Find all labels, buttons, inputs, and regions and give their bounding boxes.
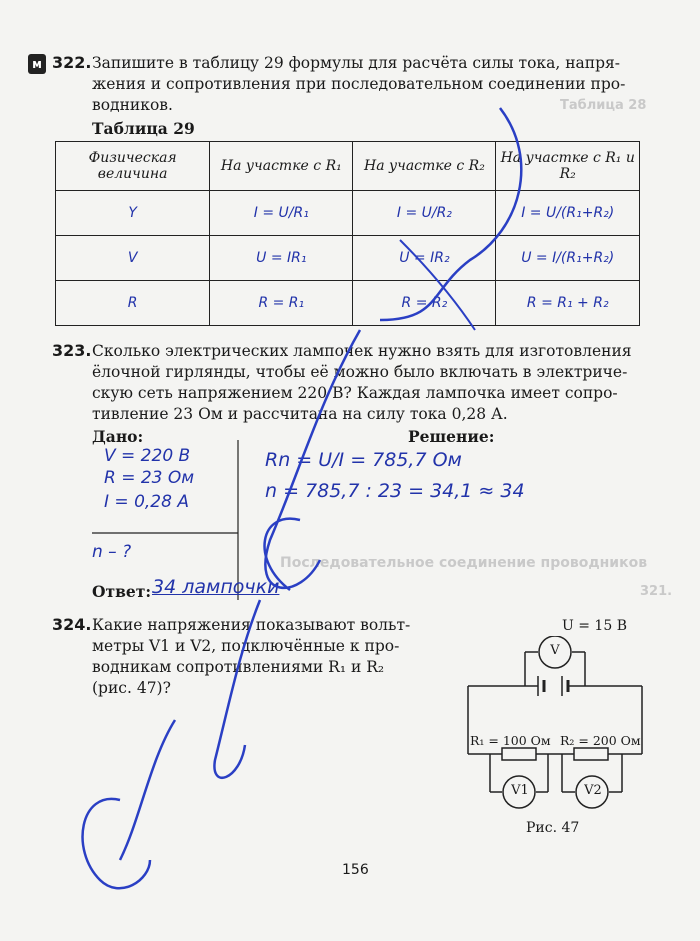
table-cell: U = IR₂: [353, 236, 496, 281]
solution-line-2: n = 785,7 : 23 = 34,1 ≈ 34: [265, 480, 525, 502]
table-cell: V: [56, 236, 210, 281]
task-324-line-2: метры V1 и V2, подключённые к про-: [92, 637, 400, 655]
task-324-line-4: (рис. 47)?: [92, 679, 171, 697]
given-current: I = 0,28 A: [104, 492, 189, 512]
solution-label: Решение:: [408, 427, 495, 446]
task-324-line-3: водникам сопротивлениями R₁ и R₂: [92, 658, 385, 676]
header-r2: На участке с R₂: [353, 142, 496, 191]
header-quantity: Физическая величина: [56, 142, 210, 191]
table-cell: R = R₁: [210, 281, 353, 326]
task-322-line-1: Запишите в таблицу 29 формулы для расчёта силы тока, напря-: [92, 54, 621, 72]
table-cell: R = R₂: [353, 281, 496, 326]
table-cell: R: [56, 281, 210, 326]
bleed-task: 321.: [640, 584, 673, 599]
circuit-r2-label: R₂ = 200 Ом: [560, 733, 641, 748]
task-323-line-3: скую сеть напряжением 220 В? Каждая лампочка имеет сопро-: [92, 384, 618, 402]
task-322-number: 322.: [52, 53, 92, 72]
table-cell: I = U/(R₁+R₂): [496, 191, 640, 236]
given-voltage: V = 220 В: [104, 446, 191, 466]
circuit-voltmeter-label: V: [550, 643, 560, 658]
task-324-line-1: Какие напряжения показывают вольт-: [92, 616, 411, 634]
given-label: Дано:: [92, 427, 144, 446]
header-r1: На участке с R₁: [210, 142, 353, 191]
table-cell: R = R₁ + R₂: [496, 281, 640, 326]
page-number: 156: [342, 862, 369, 878]
solution-line-1: Rn = U/I = 785,7 Ом: [265, 449, 462, 471]
table-cell: Y: [56, 191, 210, 236]
given-resistance: R = 23 Ом: [104, 468, 195, 488]
table-29-title: Таблица 29: [92, 119, 195, 138]
table-cell: I = U/R₂: [353, 191, 496, 236]
task-322-line-2: жения и сопротивления при последовательном соединении про-: [92, 75, 626, 93]
bleed-heading: Последовательное соединение проводников: [280, 555, 648, 571]
circuit-v1-label: V1: [511, 783, 529, 798]
circuit-r1-label: R₁ = 100 Ом: [470, 733, 551, 748]
circuit-voltage-label: U = 15 В: [562, 618, 627, 634]
bleed-table-title: Таблица 28: [560, 98, 647, 113]
method-badge-icon: м: [28, 54, 46, 74]
circuit-v2-label: V2: [584, 783, 602, 798]
header-r1-r2: На участке с R₁ и R₂: [496, 142, 640, 191]
table-cell: I = U/R₁: [210, 191, 353, 236]
task-324-number: 324.: [52, 615, 92, 634]
task-323-number: 323.: [52, 341, 92, 360]
given-unknown: n – ?: [92, 542, 132, 562]
task-323-line-4: тивление 23 Ом и рассчитана на силу тока 0,28 А.: [92, 405, 508, 423]
table-cell: U = IR₁: [210, 236, 353, 281]
task-322-line-3: водников.: [92, 96, 173, 114]
task-323-line-1: Сколько электрических лампочек нужно взять для изготовления: [92, 342, 632, 360]
figure-caption: Рис. 47: [526, 820, 580, 836]
answer-label: Ответ:: [92, 582, 152, 601]
task-323-line-2: ёлочной гирлянды, чтобы её можно было включать в электриче-: [92, 363, 628, 381]
answer-value: 34 лампочки: [152, 576, 280, 598]
table-cell: U = I/(R₁+R₂): [496, 236, 640, 281]
